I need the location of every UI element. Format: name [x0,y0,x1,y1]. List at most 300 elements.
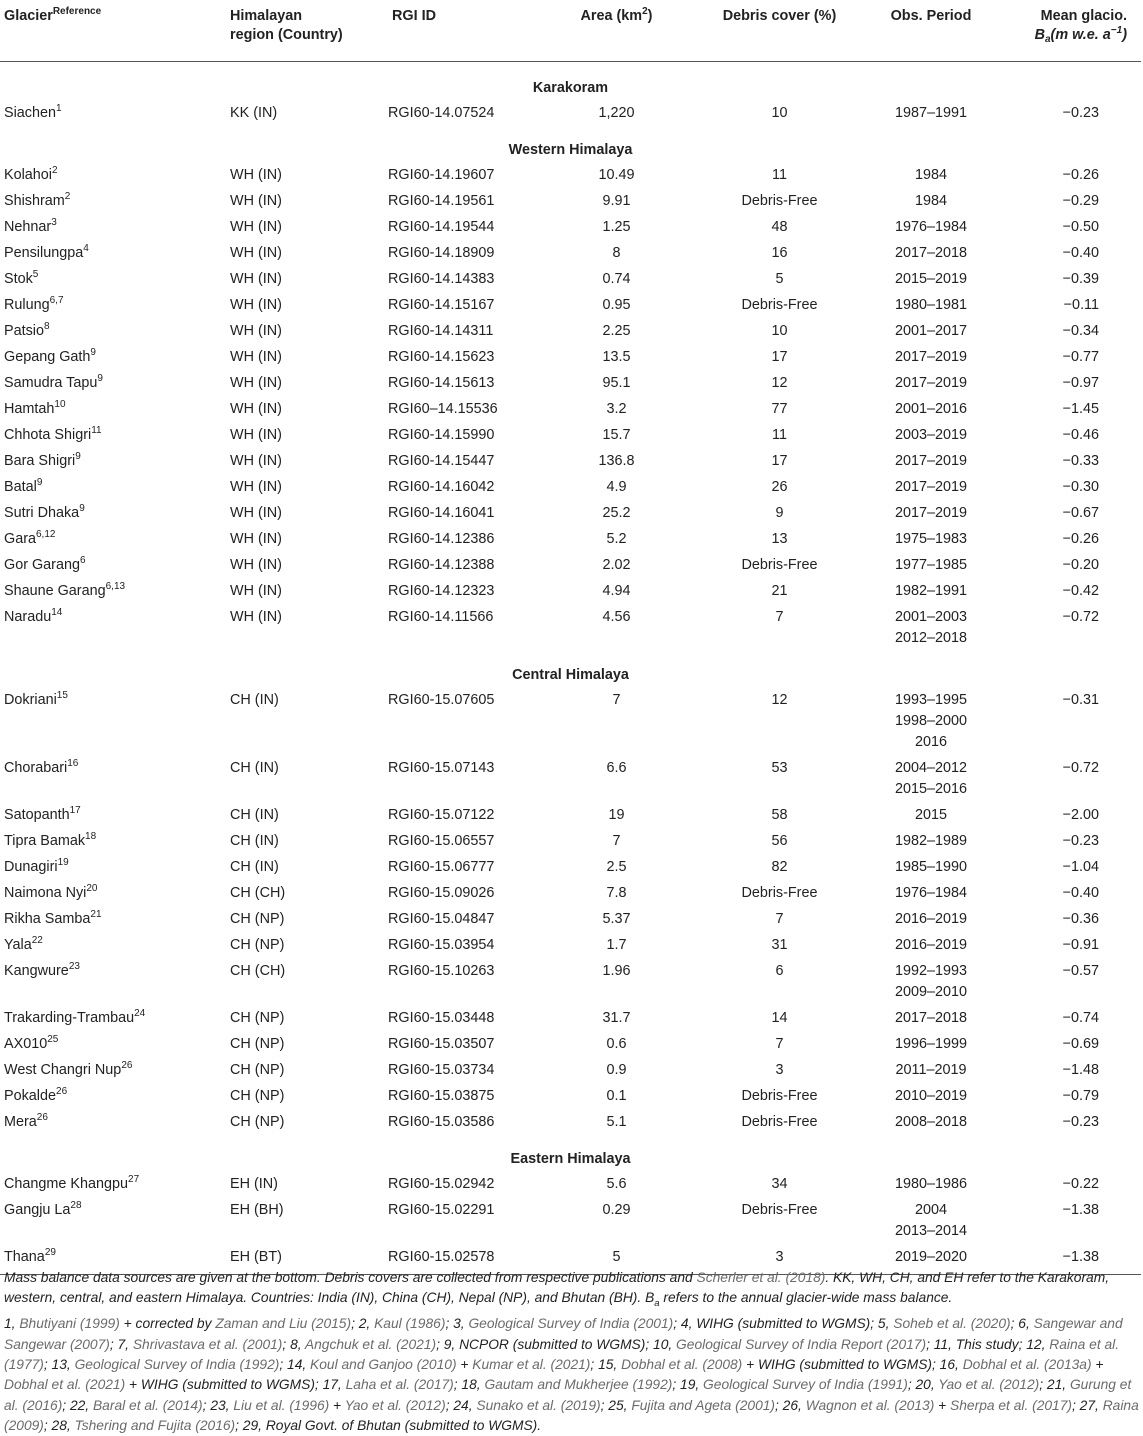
rgi-id-cell: RGI60-14.14311 [388,322,494,339]
debris-cover-cell: 10 [771,104,788,121]
table-row [0,1058,1141,1084]
citation-link[interactable]: Shrivastava et al. (2001) [132,1336,283,1352]
glacier-name-cell [0,688,226,756]
rgi-id-cell: RGI60-14.15613 [388,374,495,391]
region-cell: WH (IN) [230,166,282,183]
rgi-id-cell: RGI60-15.02942 [388,1175,495,1192]
glacier-name-cell [0,855,226,881]
mass-balance-cell: −0.40 [1062,244,1099,261]
glacier-name-cell [0,803,226,829]
citation-link[interactable]: Koul and Ganjoo (2010) [310,1356,457,1372]
rgi-id-cell: RGI60-14.16042 [388,478,495,495]
glacier-name-cell [0,101,226,127]
obs-period-cell [861,933,1001,959]
glacier-name-cell [0,756,226,803]
obs-period-line: 1992–1993 [894,962,968,979]
table-row [0,267,1141,293]
debris-cover-cell: 31 [771,936,788,953]
table-row [0,501,1141,527]
reference-number: 9 [97,372,103,384]
region-cell: EH (BT) [226,1245,388,1275]
mass-balance-cell: −0.77 [1062,348,1099,365]
obs-period-line: 2016–2019 [894,910,968,927]
glacier-name: Gepang Gath [4,348,91,365]
area-cell: 0.95 [602,296,631,313]
obs-period-cell [861,855,1001,881]
header-row [0,0,1141,61]
caption-text: ; 9, NCPOR (submitted to WGMS); 10, [436,1336,677,1352]
rgi-id-cell: RGI60-14.19561 [388,192,495,209]
obs-period-cell [861,449,1001,475]
caption-text: + [456,1356,473,1372]
area-cell: 0.1 [606,1087,627,1104]
mass-balance-cell: −0.67 [1062,504,1099,521]
debris-cover-cell: 11 [772,426,787,443]
reference-number: 26 [36,1111,48,1123]
caption-text: + [1091,1356,1104,1372]
glacier-name-cell [0,371,226,397]
caption-text: ; 21, [1039,1377,1070,1393]
reference-number: 9 [79,502,85,514]
rgi-id-cell: RGI60-14.07524 [388,104,495,121]
debris-cover-cell: 48 [771,218,788,235]
citation-link[interactable]: Yao et al. (2012) [344,1397,446,1413]
obs-period-cell [861,1032,1001,1058]
glacier-name-cell [0,933,226,959]
region-cell: CH (NP) [230,1113,285,1130]
citation-link[interactable]: Scherler et al. (2018) [696,1270,826,1285]
citation-link[interactable]: Sherpa et al. (2017) [950,1397,1072,1413]
citation-link[interactable]: Fujita and Ageta (2001) [631,1397,776,1413]
area-cell: 5.1 [606,1113,627,1130]
citation-link[interactable]: Zaman and Liu (2015) [215,1316,352,1332]
glacier-name-cell [0,881,226,907]
area-cell: 0.29 [602,1201,631,1218]
reference-number: 6,13 [105,580,126,592]
rgi-id-cell: RGI60-15.07143 [388,759,495,776]
table-caption [4,1268,1140,1436]
table-row [0,1198,1141,1245]
rgi-id-cell: RGI60-15.06557 [388,832,495,849]
glacier-name-cell [0,907,226,933]
caption-text: ; 7, [109,1336,133,1352]
mass-balance-cell: −0.23 [1062,104,1099,121]
glacier-name: Tipra Bamak [4,832,86,849]
rgi-id-cell: RGI60-15.03507 [388,1035,495,1052]
obs-period-cell [861,1006,1001,1032]
reference-number: 29 [44,1246,56,1258]
glacier-name: AX010 [4,1035,48,1052]
citation-link[interactable]: Bhutiyani (1999) [19,1316,120,1332]
area-cell: 0.74 [602,270,631,287]
glacier-name-cell [0,163,226,189]
reference-number: 25 [47,1033,59,1045]
obs-period-line: 1977–1985 [894,556,968,573]
caption-text: 1, [4,1316,20,1332]
obs-period-cell [861,189,1001,215]
rgi-id-cell: RGI60-14.12388 [388,556,495,573]
glacier-name-cell [0,293,226,319]
reference-number: 21 [90,908,102,920]
debris-cover-cell: Debris-Free [741,1201,818,1218]
rgi-id-cell: RGI60-15.02291 [388,1201,495,1218]
citation-link[interactable]: Raina et al. (1977) [4,1336,1120,1372]
table-row [0,855,1141,881]
debris-cover-cell: 5 [775,270,784,287]
caption-text: ; 15, [590,1356,622,1372]
region-cell: WH (IN) [230,270,282,287]
table-row [0,397,1141,423]
citation-link[interactable]: Tshering and Fujita (2016) [74,1417,236,1433]
table-row [0,553,1141,579]
glacier-name: Shishram [4,192,65,209]
mass-balance-cell: −0.23 [1062,832,1099,849]
table-row [0,933,1141,959]
citation-link[interactable]: Dobhal et al. (2008) [621,1356,743,1372]
mass-balance-cell: −0.57 [1062,962,1099,979]
region-cell: CH (IN) [230,759,279,776]
citation-link[interactable]: Geological Survey of India (1991) [703,1377,908,1393]
caption-text: ; 3, [445,1316,469,1332]
table-row [0,803,1141,829]
caption-text: + WIHG (submitted to WGMS); 16, [742,1356,963,1372]
citation-link[interactable]: Laha et al. (2017) [345,1377,454,1393]
debris-cover-cell: Debris-Free [741,556,818,573]
glacier-name: Chorabari [4,759,68,776]
mass-balance-cell: −0.72 [1062,759,1099,776]
glacier-name: Chhota Shigri [4,426,92,443]
rgi-id-cell: RGI60-14.15167 [388,296,495,313]
glacier-name-cell [0,829,226,855]
obs-period-cell [861,1198,1001,1245]
debris-cover-cell: 21 [771,582,788,599]
rgi-id-cell: RGI60-14.14383 [388,270,495,287]
mass-balance-cell: −0.46 [1062,426,1099,443]
table-row [0,579,1141,605]
obs-period-line: 2017–2018 [894,1009,968,1026]
citation-link[interactable]: Liu et al. (1996) [233,1397,330,1413]
debris-cover-cell: 9 [775,504,784,521]
glacier-name-cell [0,553,226,579]
region-cell: EH (BH) [230,1201,284,1218]
reference-number: 9 [90,346,96,358]
glacier-name: Dokriani [4,691,57,708]
debris-cover-cell: 3 [698,1245,861,1275]
citation-link[interactable]: Yao et al. (2012) [938,1377,1040,1393]
caption-text: ; 13, [43,1356,75,1372]
glacier-name-cell [0,267,226,293]
region-cell: CH (CH) [230,962,286,979]
obs-period-cell [861,527,1001,553]
table-row [0,1006,1141,1032]
obs-period-cell [861,829,1001,855]
rgi-id-cell: RGI60-14.12323 [388,582,495,599]
obs-period-line: 2001–2016 [894,400,968,417]
region-cell: CH (NP) [230,1009,285,1026]
table-row [0,1084,1141,1110]
debris-cover-cell: 13 [771,530,788,547]
obs-period-cell [861,688,1001,756]
citation-link[interactable]: Gurung et al. (2016) [4,1377,1132,1413]
caption-text: ; 19, [672,1377,704,1393]
glacier-name: Rikha Samba [4,910,91,927]
debris-cover-cell: 7 [775,910,784,927]
area-cell: 136.8 [598,452,635,469]
debris-cover-cell: 12 [771,691,788,708]
mass-balance-cell: −0.20 [1062,556,1099,573]
citation-link[interactable]: Sunako et al. (2019) [476,1397,601,1413]
reference-number: 6,12 [36,528,56,540]
region-cell: WH (IN) [230,582,282,599]
rgi-id-cell: RGI60-14.12386 [388,530,495,547]
obs-period-line: 2013–2014 [894,1222,968,1239]
glacier-name: Nehnar [4,218,52,235]
mass-balance-cell: −0.11 [1063,296,1099,313]
mass-balance-cell: −0.26 [1062,166,1099,183]
area-cell: 31.7 [602,1009,631,1026]
region-cell: WH (IN) [230,426,282,443]
caption-text: refers to the annual glacier-wide mass balance. [659,1290,953,1306]
obs-period-line: 1984 [914,166,947,183]
rgi-id-cell: RGI60-14.19607 [388,166,495,183]
mass-balance-cell: −0.40 [1062,884,1099,901]
citation-link[interactable]: Gautam and Mukherjee (1992) [484,1377,673,1393]
citation-link[interactable]: Kaul (1986) [374,1316,446,1332]
citation-link[interactable]: Soheb et al. (2020) [893,1316,1011,1332]
citation-link[interactable]: Sangewar and Sangewar (2007) [4,1316,1123,1352]
area-cell: 2.25 [602,322,631,339]
obs-period-line: 1985–1990 [894,858,968,875]
debris-cover-cell: Debris-Free [741,1087,818,1104]
header-area: Area $(km^2)$ [535,0,698,61]
glacier-name: Rulung [4,296,50,313]
section-row [0,652,1141,688]
obs-period-line: 2016 [914,733,947,750]
table-row [0,215,1141,241]
citation-link[interactable]: Baral et al. (2014) [92,1397,203,1413]
caption-text: ; 20, [907,1377,939,1393]
obs-period-line: 1998–2000 [894,712,968,729]
area-cell: 2.5 [606,858,627,875]
debris-cover-cell: 6 [775,962,784,979]
rgi-id-cell: RGI60-14.18909 [388,244,495,261]
glacier-name: Pokalde [4,1087,57,1104]
mass-balance-cell: −0.30 [1062,478,1099,495]
reference-number: 15 [56,689,68,701]
header-glacier: Glacier$^{Reference}$ [0,0,226,61]
region-cell: WH (IN) [230,452,282,469]
debris-cover-cell: 7 [775,608,784,625]
debris-cover-cell: Debris-Free [741,296,818,313]
obs-period-cell [861,553,1001,579]
glacier-name: Dunagiri [4,858,58,875]
mass-balance-cell: −1.38 [1001,1245,1141,1275]
region-cell: KK (IN) [230,104,278,121]
glacier-name: Kolahoi [4,166,53,183]
region-cell: WH (IN) [230,556,282,573]
obs-period-line: 2015–2019 [894,270,968,287]
obs-period-cell [861,397,1001,423]
section-row [0,1136,1141,1172]
glacier-name-cell [0,423,226,449]
glacier-name-cell [0,1172,226,1198]
citation-link[interactable]: Raina (2009) [4,1397,1139,1433]
table-row [0,319,1141,345]
region-cell: EH (IN) [230,1175,278,1192]
glacier-name-cell [0,605,226,652]
reference-number: 18 [85,830,97,842]
citation-link[interactable]: Dobhal et al. (2021) [4,1377,126,1393]
citation-link[interactable]: Angchuk et al. (2021) [304,1336,437,1352]
obs-period-line: 2003–2019 [894,426,968,443]
reference-number: 17 [69,804,81,816]
region-cell: CH (NP) [230,1061,285,1078]
area-cell: 5.2 [606,530,627,547]
caption-text: ; 25, [600,1397,632,1413]
obs-period-line: 1976–1984 [894,884,968,901]
glacier-name-cell [0,579,226,605]
obs-period-line: 1982–1989 [894,832,968,849]
debris-cover-cell: 11 [772,166,787,183]
obs-period-line: 1982–1991 [894,582,968,599]
area-cell: 2.02 [602,556,631,573]
table-row [0,1172,1141,1198]
caption-subscript: a [654,1298,660,1310]
glacier-name-cell [0,1006,226,1032]
header-mean-balance: Mean glacio. $B_a(m$ w.e. $a^{-1}$) [1001,0,1141,61]
glacier-name: Gangju La [4,1201,71,1218]
glacier-name-cell [0,501,226,527]
debris-cover-cell: 7 [775,1035,784,1052]
mass-balance-cell: −0.23 [1062,1113,1099,1130]
area-cell: 1.25 [602,218,631,235]
glacier-name: Batal [4,478,37,495]
region-cell: WH (IN) [230,504,282,521]
reference-number: 14 [51,606,63,618]
region-cell: WH (IN) [230,192,282,209]
glacier-name: Kangwure [4,962,69,979]
area-cell: 5 [535,1245,698,1275]
glacier-name-cell [0,397,226,423]
debris-cover-cell: Debris-Free [741,884,818,901]
obs-period-line: 2015 [914,806,947,823]
reference-number: 26 [121,1059,133,1071]
obs-period-line: 2001–2017 [894,322,968,339]
citation-link[interactable]: Kumar et al. (2021) [472,1356,591,1372]
obs-period-line: 1993–1995 [894,691,968,708]
obs-period-line: 2019–2020 [894,1248,968,1265]
glacier-name-cell [0,449,226,475]
debris-cover-cell: 34 [771,1175,788,1192]
glacier-name-cell [0,527,226,553]
caption-text: + WIHG (submitted to WGMS); 17, [125,1377,346,1393]
table-row [0,688,1141,756]
region-cell: WH (IN) [230,348,282,365]
section-title: Karakoram [532,79,609,96]
obs-period-line: 2004–2012 [894,759,968,776]
reference-number: 2 [64,190,71,202]
caption-text: ; 6, [1010,1316,1034,1332]
obs-period-line: 2017–2019 [894,374,968,391]
rgi-id-cell: RGI60-14.11566 [388,608,494,625]
debris-cover-cell: 56 [771,832,788,849]
glacier-name: Yala [4,936,32,953]
obs-period-cell [861,241,1001,267]
area-cell: 19 [608,806,625,823]
region-cell: WH (IN) [230,296,282,313]
area-cell: 4.94 [602,582,631,599]
obs-period-line: 2016–2019 [894,936,968,953]
reference-number: 19 [57,856,69,868]
caption-text: + [329,1397,345,1413]
glacier-name-cell [0,1110,226,1136]
rgi-id-cell: RGI60-15.03448 [388,1009,495,1026]
obs-period-cell [861,1058,1001,1084]
area-cell: 25.2 [602,504,631,521]
glacier-name: Siachen [4,104,57,121]
table-row [0,345,1141,371]
obs-period-line: 2017–2019 [894,348,968,365]
section-title: Western Himalaya [508,141,633,158]
region-cell: WH (IN) [230,608,282,625]
debris-cover-cell: 77 [771,400,788,417]
region-cell: WH (IN) [230,400,282,417]
citation-link[interactable]: Wagnon et al. (2013) [805,1397,935,1413]
caption-text: ; 8, [282,1336,305,1352]
rgi-id-cell: RGI60-14.15623 [388,348,495,365]
obs-period-cell [861,215,1001,241]
rgi-id-cell: RGI60-14.15447 [388,452,495,469]
glacier-name-cell [0,475,226,501]
reference-number: 22 [31,934,43,946]
obs-period-line: 1980–1986 [894,1175,968,1192]
reference-number: 8 [44,320,50,332]
obs-period-cell [861,501,1001,527]
obs-period-line: 2017–2019 [894,452,968,469]
mass-balance-cell: −1.48 [1062,1061,1099,1078]
area-cell: 1,220 [598,104,635,121]
table-row [0,1110,1141,1136]
citation-link[interactable]: Geological Survey of India (1992) [74,1356,280,1372]
rgi-id-cell: RGI60-14.19544 [388,218,495,235]
obs-period-line: 2017–2019 [894,478,968,495]
caption-text: + [934,1397,951,1413]
mass-balance-cell: −0.26 [1062,530,1099,547]
reference-number: 20 [86,882,98,894]
table-row [0,371,1141,397]
caption-text: ; 14, [279,1356,311,1372]
mass-balance-cell: −0.74 [1062,1009,1099,1026]
obs-period-line: 2009–2010 [894,983,968,1000]
obs-period-cell [861,267,1001,293]
caption-text: ; 28, [43,1417,75,1433]
header-obs-period: Obs. Period [861,0,1001,61]
citation-link[interactable]: Geological Survey of India Report (2017) [676,1336,927,1352]
rgi-id-cell: RGI60-15.07605 [388,691,495,708]
reference-number: 6,7 [49,294,64,306]
area-cell: 1.7 [606,936,627,953]
citation-link[interactable]: Geological Survey of India (2001) [468,1316,674,1332]
caption-text: ; 27, [1072,1397,1103,1413]
obs-period-cell [861,1172,1001,1198]
obs-period-cell [861,319,1001,345]
obs-period-line: 2010–2019 [894,1087,968,1104]
glacier-name: Gara [4,530,36,547]
obs-period-line: 2004 [914,1201,947,1218]
area-cell: 0.6 [606,1035,627,1052]
citation-link[interactable]: Dobhal et al. (2013a) [962,1356,1092,1372]
mass-balance-cell: −0.34 [1062,322,1099,339]
